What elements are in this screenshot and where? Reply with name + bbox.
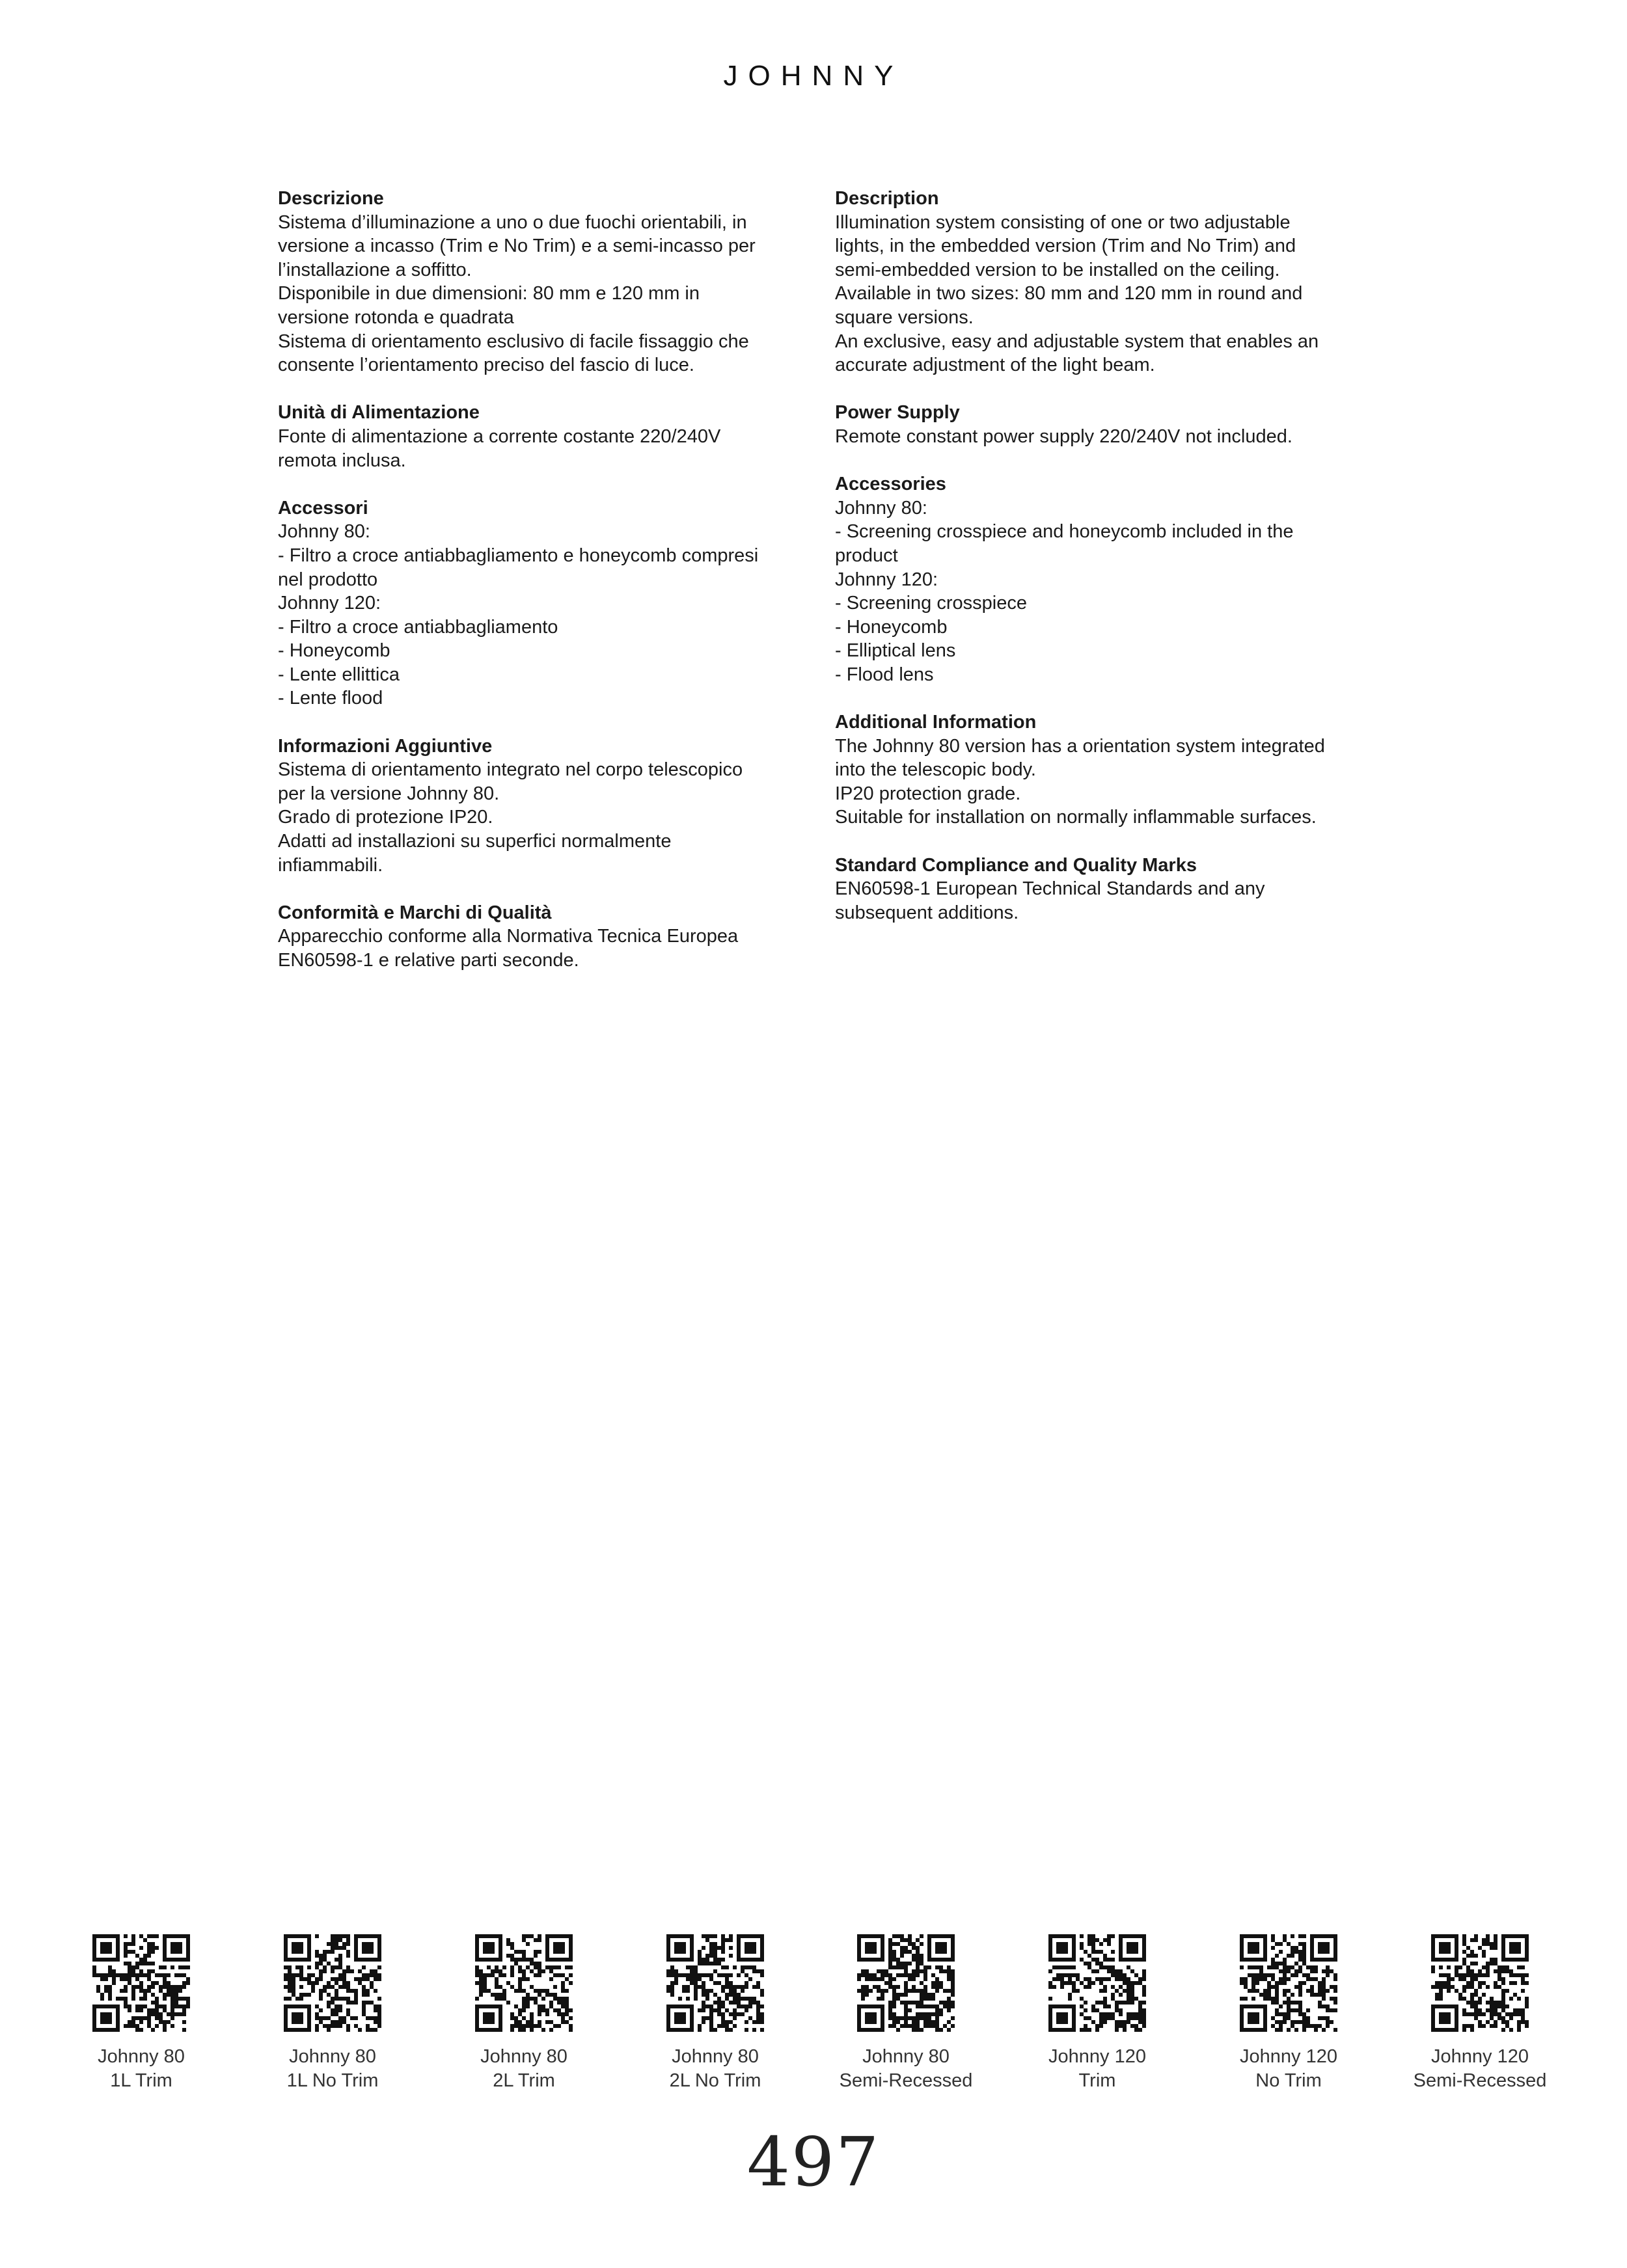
section-heading: Additional Information [835, 712, 1037, 733]
body-text-line: Johnny 120: [278, 593, 381, 614]
qr-code-label [618, 2045, 813, 2092]
qr-code-label [808, 2045, 1004, 2092]
qr-label-variant: 1L No Trim [286, 2070, 379, 2091]
qr-code-row [0, 1934, 1627, 2090]
body-text-line: An exclusive, easy and adjustable system that enables an [835, 331, 1319, 352]
body-text-line: Apparecchio conforme alla Normativa Tecnica Europea [278, 926, 739, 947]
qr-code-label [426, 2045, 622, 2092]
qr-code-icon[interactable] [1382, 1934, 1578, 2032]
section-heading: Standard Compliance and Quality Marks [835, 854, 1197, 876]
qr-code-item [1000, 1934, 1195, 2092]
body-text-line: Disponibile in due dimensioni: 80 mm e 120 mm in [278, 283, 700, 304]
body-text-line: Illumination system consisting of one or two adjustable [835, 211, 1291, 233]
body-text-line: The Johnny 80 version has a orientation system integrated [835, 735, 1325, 757]
qr-label-model: Johnny 80 [862, 2046, 950, 2067]
qr-code-item [808, 1934, 1004, 2092]
body-text-line: versione rotonda e quadrata [278, 306, 514, 328]
italian-column [278, 187, 792, 996]
qr-label-variant: 1L Trim [110, 2070, 172, 2091]
body-text-line: - Lente ellittica [278, 664, 400, 685]
body-text-line: - Flood lens [835, 664, 934, 685]
body-text-line: remota inclusa. [278, 450, 406, 471]
body-text-line: Remote constant power supply 220/240V not included. [835, 425, 1292, 447]
qr-code-label [1191, 2045, 1386, 2092]
qr-code-label [235, 2045, 430, 2092]
body-text-line: Adatti ad installazioni su superfici normalmente [278, 831, 672, 852]
section [835, 710, 1349, 830]
qr-code-icon[interactable] [808, 1934, 1004, 2032]
body-text-line: Johnny 120: [835, 569, 938, 590]
qr-label-model: Johnny 80 [672, 2046, 759, 2067]
section-heading: Power Supply [835, 402, 960, 424]
body-text-line: nel prodotto [278, 569, 378, 590]
section-heading: Informazioni Aggiuntive [278, 735, 493, 757]
section [835, 472, 1349, 686]
body-text-line: consente l’orientamento preciso del fascio di luce. [278, 355, 694, 376]
section [278, 187, 792, 377]
section-heading: Accessories [835, 474, 946, 495]
body-text-line: subsequent additions. [835, 902, 1019, 923]
body-text-line: EN60598-1 European Technical Standards and any [835, 878, 1265, 900]
body-text-line: IP20 protection grade. [835, 783, 1021, 804]
qr-label-model: Johnny 80 [480, 2046, 567, 2067]
section [835, 401, 1349, 448]
qr-label-model: Johnny 120 [1048, 2046, 1146, 2067]
body-text-line: Sistema di orientamento integrato nel corpo telescopico [278, 759, 743, 781]
qr-code-label [44, 2045, 239, 2092]
section [835, 187, 1349, 377]
qr-code-item [1382, 1934, 1578, 2092]
qr-label-model: Johnny 80 [98, 2046, 185, 2067]
section-heading: Description [835, 188, 939, 209]
body-text-line: versione a incasso (Trim e No Trim) e a semi-incasso per [278, 236, 756, 257]
body-text-line: lights, in the embedded version (Trim and No Trim) and [835, 236, 1296, 257]
qr-code-icon[interactable] [426, 1934, 622, 2032]
qr-label-variant: Semi-Recessed [1413, 2070, 1547, 2091]
qr-label-variant: 2L Trim [493, 2070, 555, 2091]
body-text-line: per la versione Johnny 80. [278, 783, 500, 804]
english-column [835, 187, 1349, 949]
body-text-line: Suitable for installation on normally inflammable surfaces. [835, 807, 1317, 828]
qr-code-label [1382, 2045, 1578, 2092]
section-heading: Accessori [278, 497, 368, 519]
body-text-line: - Screening crosspiece [835, 593, 1027, 614]
qr-code-label [1000, 2045, 1195, 2092]
body-text-line: - Filtro a croce antiabbagliamento e honeycomb compresi [278, 545, 759, 566]
section [278, 735, 792, 878]
qr-code-icon[interactable] [44, 1934, 239, 2032]
page-number: 497 [746, 2122, 881, 2202]
qr-label-model: Johnny 80 [289, 2046, 376, 2067]
body-text-line: Fonte di alimentazione a corrente costante 220/240V [278, 425, 721, 447]
section [278, 496, 792, 710]
qr-label-variant: Trim [1078, 2070, 1116, 2091]
qr-label-model: Johnny 120 [1431, 2046, 1529, 2067]
qr-code-icon[interactable] [235, 1934, 430, 2032]
body-text-line: l’installazione a soffitto. [278, 259, 472, 280]
body-text-line: - Filtro a croce antiabbagliamento [278, 616, 558, 638]
qr-code-icon[interactable] [618, 1934, 813, 2032]
qr-code-item [1191, 1934, 1386, 2092]
qr-code-item [618, 1934, 813, 2092]
section [278, 901, 792, 973]
body-text-line: - Lente flood [278, 688, 383, 709]
qr-code-icon[interactable] [1000, 1934, 1195, 2032]
qr-code-item [44, 1934, 239, 2092]
qr-label-model: Johnny 120 [1240, 2046, 1337, 2067]
page-title: JOHNNY [723, 60, 904, 92]
section [835, 854, 1349, 925]
body-text-line: Johnny 80: [835, 497, 927, 519]
body-text-line: accurate adjustment of the light beam. [835, 355, 1155, 376]
body-text-line: product [835, 545, 898, 566]
body-text-line: square versions. [835, 306, 974, 328]
body-text-line: EN60598-1 e relative parti seconde. [278, 950, 579, 971]
body-text-line: Grado di protezione IP20. [278, 807, 493, 828]
qr-label-variant: Semi-Recessed [839, 2070, 973, 2091]
body-text-line: - Screening crosspiece and honeycomb included in the [835, 521, 1294, 543]
body-text-line: - Elliptical lens [835, 640, 956, 662]
body-text-line: Sistema d’illuminazione a uno o due fuochi orientabili, in [278, 211, 747, 233]
section-heading: Conformità e Marchi di Qualità [278, 902, 552, 923]
body-text-line: Johnny 80: [278, 521, 370, 543]
section [278, 401, 792, 472]
qr-label-variant: No Trim [1255, 2070, 1322, 2091]
section-heading: Unità di Alimentazione [278, 402, 480, 424]
qr-code-item [235, 1934, 430, 2092]
section-heading: Descrizione [278, 188, 384, 209]
body-text-line: Sistema di orientamento esclusivo di facile fissaggio che [278, 331, 749, 352]
body-text-line: semi-embedded version to be installed on the ceiling. [835, 259, 1280, 280]
body-text-line: - Honeycomb [278, 640, 390, 662]
body-text-line: infiammabili. [278, 854, 383, 876]
body-text-line: Available in two sizes: 80 mm and 120 mm in round and [835, 283, 1303, 304]
body-text-line: - Honeycomb [835, 616, 948, 638]
qr-label-variant: 2L No Trim [669, 2070, 761, 2091]
qr-code-item [426, 1934, 622, 2092]
body-text-line: into the telescopic body. [835, 759, 1036, 781]
qr-code-icon[interactable] [1191, 1934, 1386, 2032]
